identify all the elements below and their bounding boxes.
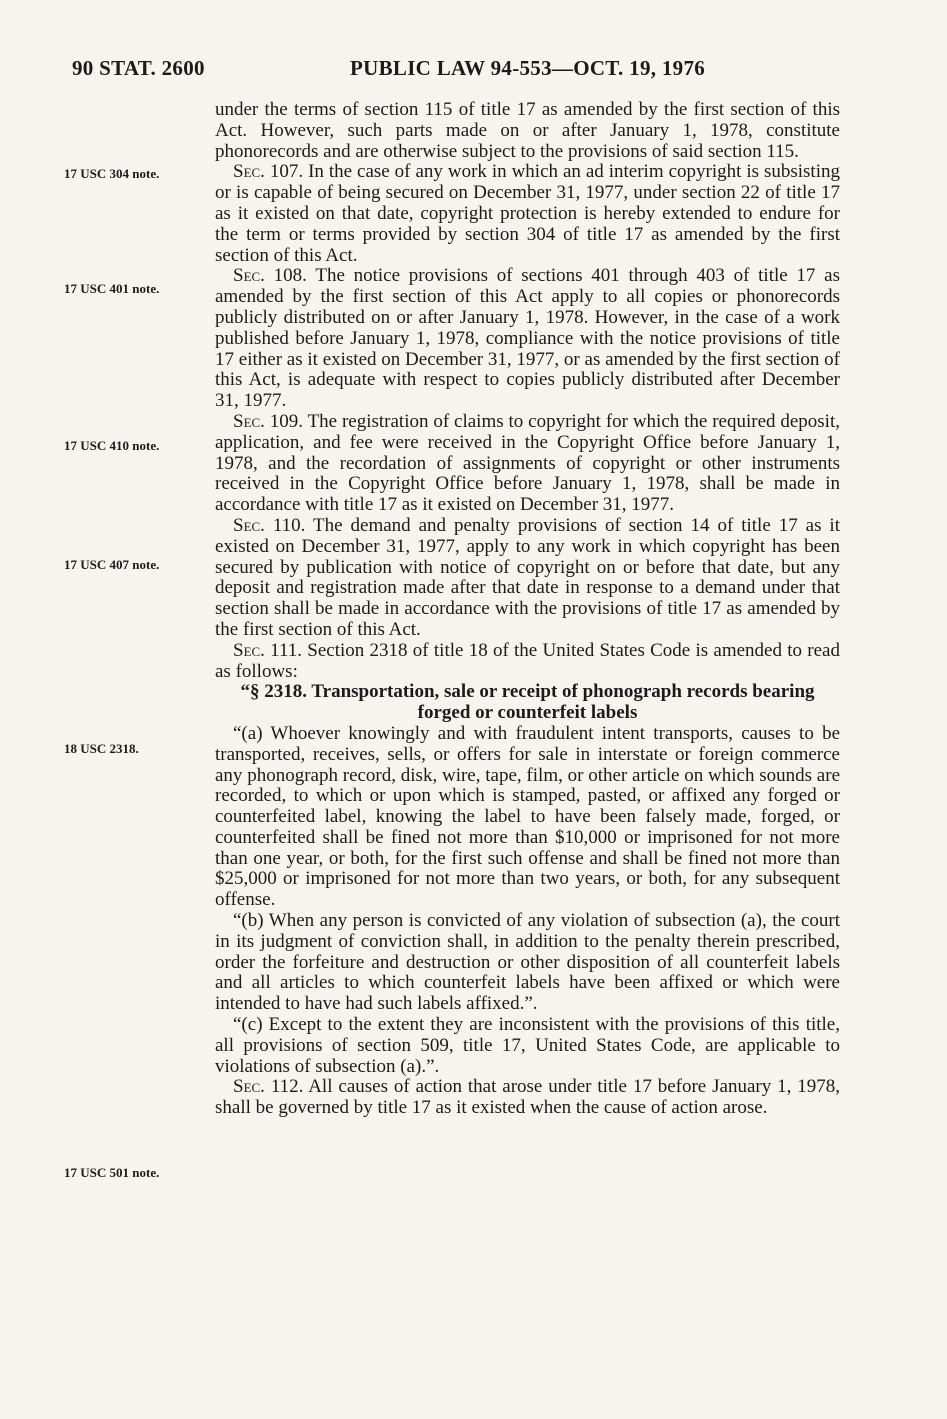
subsection-c: “(c) Except to the extent they are inconsistent with the provisions of this title, all provisions of section 509, title 17, United States Code, are applicable to violations of subsection (a).”. (215, 1014, 840, 1077)
statute-page-number: 90 STAT. 2600 (72, 56, 205, 80)
section-text: The notice provisions of sections 401 through 403 of title 17 as amended by the first section of this Act apply to all copies or phonorecords publicly distributed on or after January 1, 1978. However, in the case of a work published before January 1, 1978, compliance with the notice provisions of title 17 either as it existed on December 31, 1977, or as amended by the first section of this Act, is adequate with respect to copies publicly distributed after December 31, 1977. (215, 265, 841, 412)
document-body (215, 100, 840, 1119)
margin-note: 17 USC 407 note. (64, 557, 160, 572)
margin-note: 18 USC 2318. (64, 741, 139, 756)
section-109 (215, 412, 840, 516)
section-112 (215, 1077, 840, 1119)
section-label: Sec. 112. (233, 1076, 304, 1098)
section-label: Sec. 111. (233, 639, 303, 661)
section-111 (215, 641, 840, 683)
margin-note: 17 USC 410 note. (64, 438, 160, 453)
section-label: Sec. 107. (233, 161, 304, 183)
law-title: PUBLIC LAW 94-553—OCT. 19, 1976 (350, 56, 706, 80)
section-107 (215, 162, 840, 266)
section-text: All causes of action that arose under title 17 before January 1, 1978, shall be governed by title 17 as it existed when the cause of action arose. (215, 1076, 840, 1119)
subsection-a: “(a) Whoever knowingly and with fraudulent intent transports, causes to be transported, receives, sells, or offers for sale in interstate or foreign commerce any phonograph record, disk, wire, tape, film, or other article on which sounds are recorded, to which or upon which is stamped, pasted, or affixed any forged or counterfeited label, knowing the label to have been falsely made, forged, or counterfeited shall be fined not more than $10,000 or imprisoned for not more than one year, or both, for the first such offense and shall be fined not more than $25,000 or imprisoned for not more than two years, or both, for any subsequent offense. (215, 722, 840, 911)
section-text: In the case of any work in which an ad interim copyright is subsisting or is capable of being secured on December 31, 1977, under section 22 of title 17 as it existed on that date, copyright protection is hereby extended to endure for the term or terms provided by section 304 of title 17 as amended by the first section of this Act. (215, 161, 840, 266)
section-108 (215, 266, 840, 412)
section-2318-heading: “§ 2318. Transportation, sale or receipt of phonograph records bearing forged or counterfeit labels (240, 681, 815, 724)
margin-note: 17 USC 401 note. (64, 281, 160, 296)
margin-note: 17 USC 501 note. (64, 1165, 160, 1180)
section-label: Sec. 108. (233, 265, 307, 287)
section-text: The demand and penalty provisions of section 14 of title 17 as it existed on December 31, 1977, apply to any work in which copyright has been secured by publication with notice of copyright on or before that date, but any deposit and registration made after that date in response to a demand under that section shall be made in accordance with the provisions of title 17 as amended by the first section of this Act. (215, 514, 840, 640)
page-header (62, 56, 822, 86)
section-label: Sec. 109. (233, 410, 304, 432)
section-text: The registration of claims to copyright for which the required deposit, application, and fee were received in the Copyright Office before January 1, 1978, and the recordation of assignments of copyright or other instruments received in the Copyright Office before January 1, 1978, shall be made in accordance with title 17 as it existed on December 31, 1977. (215, 410, 840, 516)
section-label: Sec. 110. (233, 514, 306, 536)
section-text: Section 2318 of title 18 of the United States Code is amended to read as follows: (215, 639, 840, 682)
margin-note: 17 USC 304 note. (64, 166, 160, 181)
section-110 (215, 516, 840, 641)
subsection-b: “(b) When any person is convicted of any violation of subsection (a), the court in its judgment of conviction shall, in addition to the penalty therein prescribed, order the forfeiture and destruction or other disposition of all counterfeit labels and all articles to which counterfeit labels have been affixed or which were intended to have had such labels affixed.”. (215, 910, 840, 1015)
paragraph: under the terms of section 115 of title 17 as amended by the first section of this Act. However, such parts made on or after January 1, 1978, constitute phonorecords and are otherwise subject to the provisions of said section 115. (215, 99, 840, 162)
